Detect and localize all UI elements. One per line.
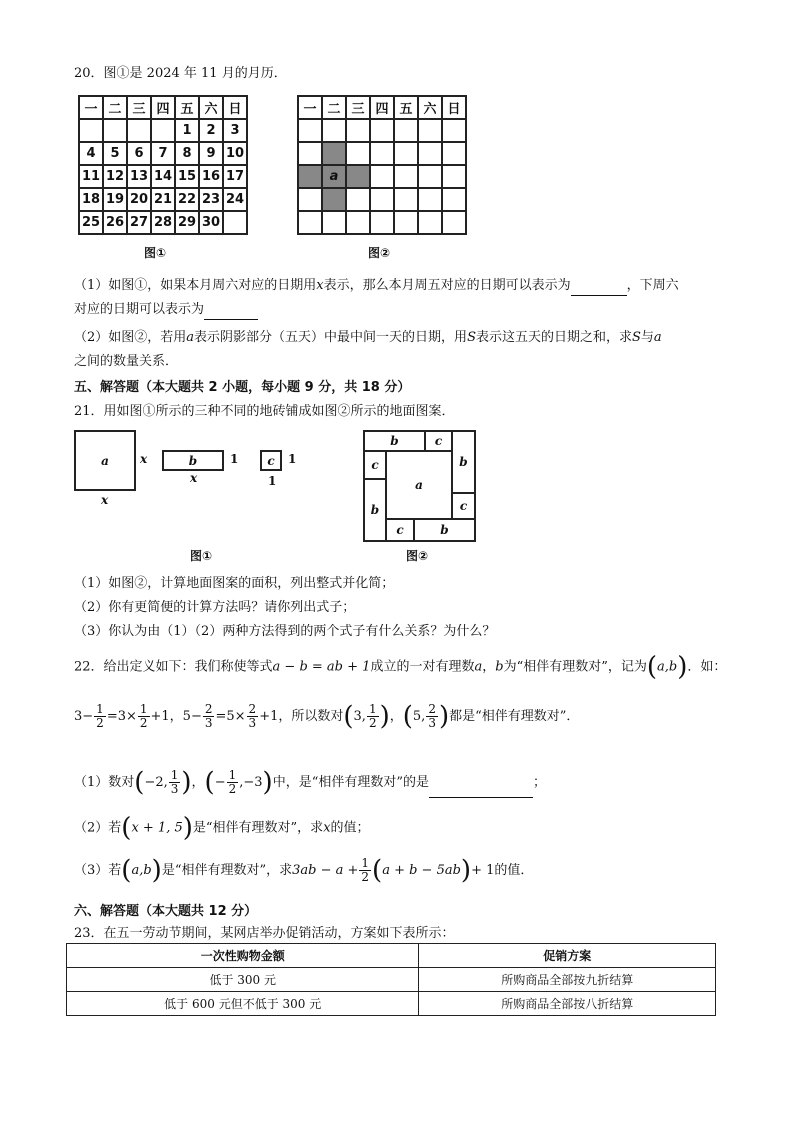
date-cell: 10	[223, 142, 247, 165]
floor-b-right: b	[451, 430, 476, 494]
calendar-week-row	[79, 188, 247, 211]
date-cell: 8	[175, 142, 199, 165]
date-cell: 7	[151, 142, 175, 165]
weekday-cell: 五	[394, 96, 418, 119]
floor-c-bottom: c	[385, 518, 415, 542]
tile-b: b	[162, 450, 224, 471]
date-cell	[79, 119, 103, 142]
date-cell: 1	[175, 119, 199, 142]
q20-title: 20．图①是 2024 年 11 月的月历．	[74, 66, 287, 81]
weekday-cell: 二	[103, 96, 127, 119]
section-6-title: 六、解答题（本大题共 12 分）	[74, 904, 258, 919]
tile-c: c	[260, 450, 282, 471]
calendar-week-row	[79, 142, 247, 165]
grid-row	[298, 188, 466, 211]
shaded-center-cell: a	[322, 165, 346, 188]
weekday-cell: 六	[418, 96, 442, 119]
grid-row	[298, 142, 466, 165]
weekday-cell: 二	[322, 96, 346, 119]
floor-b-top: b	[363, 430, 426, 452]
date-cell: 12	[103, 165, 127, 188]
table-cell: 所购商品全部按八折结算	[419, 992, 716, 1016]
table-cell: 低于 600 元但不低于 300 元	[67, 992, 419, 1016]
date-cell: 16	[199, 165, 223, 188]
table-header: 一次性购物金额	[67, 944, 419, 968]
weekday-cell: 三	[127, 96, 151, 119]
calendar-week-row	[79, 211, 247, 234]
date-cell: 11	[79, 165, 103, 188]
tile-a: a	[74, 430, 136, 491]
date-cell: 17	[223, 165, 247, 188]
q20-part1-line1: （1）如图①，如果本月周六对应的日期用x表示，那么本月周五对应的日期可以表示为 ，下周六	[74, 276, 679, 296]
date-cell: 30	[199, 211, 223, 234]
answer-blank[interactable]	[204, 305, 258, 320]
tile-c-side-label: 1	[288, 452, 297, 466]
shaded-cell	[322, 142, 346, 165]
q21-figure-1-caption: 图①	[190, 549, 213, 563]
table-row	[67, 968, 716, 992]
tile-b-bottom-label: x	[190, 471, 198, 485]
calendar-week-row	[79, 119, 247, 142]
q22-definition: 22．给出定义如下：我们称使等式a − b = ab + 1成立的一对有理数a，b为“相伴有理数对”，记为(a,b)．如：	[74, 652, 727, 682]
definition-equation: a − b = ab + 1	[272, 659, 371, 675]
date-cell: 9	[199, 142, 223, 165]
date-cell	[127, 119, 151, 142]
table-header-row	[67, 944, 716, 968]
date-cell: 15	[175, 165, 199, 188]
date-cell	[223, 211, 247, 234]
table-cell: 所购商品全部按九折结算	[419, 968, 716, 992]
calendar-figure-2	[297, 95, 467, 235]
date-cell: 5	[103, 142, 127, 165]
tile-b-side-label: 1	[230, 452, 239, 466]
answer-blank[interactable]	[571, 281, 627, 296]
answer-blank[interactable]	[429, 783, 533, 798]
q20-part2-line2: 之间的数量关系．	[74, 354, 179, 369]
q22-part3: （3）若(a,b)是“相伴有理数对”，求3ab − a + $\frac{1}{2}$ (a + b − 5ab)+ 1的值．	[74, 855, 534, 886]
date-cell: 20	[127, 188, 151, 211]
table-cell: 低于 300 元	[67, 968, 419, 992]
grid-row	[298, 165, 466, 188]
floor-b-bottom: b	[413, 518, 476, 542]
weekday-cell: 一	[79, 96, 103, 119]
shaded-cell	[322, 188, 346, 211]
date-cell: 29	[175, 211, 199, 234]
q22-part2: （2）若(x + 1, 5)是“相伴有理数对”，求x的值；	[74, 813, 370, 843]
floor-b-left: b	[363, 478, 387, 542]
date-cell: 22	[175, 188, 199, 211]
q21-part2: （2）你有更简便的计算方法吗？请你列出式子；	[74, 600, 356, 615]
tile-a-side-label: x	[140, 452, 148, 466]
weekday-cell: 四	[151, 96, 175, 119]
table-row	[67, 992, 716, 1016]
shaded-cell	[298, 165, 322, 188]
figure-2-caption: 图②	[368, 246, 391, 260]
date-cell: 28	[151, 211, 175, 234]
weekday-cell: 日	[223, 96, 247, 119]
floor-c-left: c	[363, 450, 387, 480]
date-cell: 24	[223, 188, 247, 211]
date-cell	[151, 119, 175, 142]
shaded-cell	[346, 165, 370, 188]
date-cell: 4	[79, 142, 103, 165]
floor-c-top: c	[424, 430, 453, 452]
q23-title: 23．在五一劳动节期间，某网店举办促销活动，方案如下表所示：	[74, 926, 455, 941]
figure-1-caption: 图①	[144, 246, 167, 260]
q22-part1: （1）数对(−2, $\frac{1}{3}$ )，(− $\frac{1}{2}$ ,−3)中，是“相伴有理数对”的是 ；	[74, 767, 547, 798]
date-cell: 21	[151, 188, 175, 211]
weekday-cell: 一	[298, 96, 322, 119]
date-cell: 27	[127, 211, 151, 234]
date-cell: 3	[223, 119, 247, 142]
calendar-weekday-row	[79, 96, 247, 119]
date-cell: 18	[79, 188, 103, 211]
tile-c-bottom-label: 1	[268, 474, 277, 488]
calendar-weekday-row	[298, 96, 466, 119]
date-cell: 23	[199, 188, 223, 211]
grid-row	[298, 211, 466, 234]
q21-figure-2-caption: 图②	[406, 549, 429, 563]
section-5-title: 五、解答题（本大题共 2 小题，每小题 9 分，共 18 分）	[74, 380, 411, 395]
q21-title: 21．用如图①所示的三种不同的地砖铺成如图②所示的地面图案．	[74, 404, 455, 419]
calendar-figure-1	[78, 95, 248, 235]
q22-examples: 3− $\frac{1}{2}$ =3× $\frac{1}{2}$ +1，5− $\frac{2}{3}$ =5× $\frac{2}{3}$ +1，所以数对(3, $\frac{1}{2}$ )，(5, $\frac{2}{3}$ )都是“相伴有理数对”．	[74, 701, 580, 732]
floor-c-right: c	[451, 492, 476, 520]
q21-part1: （1）如图②，计算地面图案的面积，列出整式并化简；	[74, 576, 395, 591]
floor-a-center: a	[385, 450, 453, 520]
date-cell	[103, 119, 127, 142]
tile-a-bottom-label: x	[101, 493, 109, 507]
weekday-cell: 四	[370, 96, 394, 119]
table-header: 促销方案	[419, 944, 716, 968]
q20-part2-line1: （2）如图②，若用a表示阴影部分（五天）中最中间一天的日期，用S表示这五天的日期之和，求S与a	[74, 330, 662, 345]
weekday-cell: 六	[199, 96, 223, 119]
date-cell: 19	[103, 188, 127, 211]
date-cell: 6	[127, 142, 151, 165]
weekday-cell: 三	[346, 96, 370, 119]
q21-part3: （3）你认为由（1）（2）两种方法得到的两个式子有什么关系？为什么？	[74, 624, 496, 639]
promotion-table	[66, 943, 716, 1016]
calendar-week-row	[79, 165, 247, 188]
date-cell: 13	[127, 165, 151, 188]
weekday-cell: 日	[442, 96, 466, 119]
grid-row	[298, 119, 466, 142]
date-cell: 25	[79, 211, 103, 234]
q20-part1-line2: 对应的日期可以表示为	[74, 300, 258, 320]
weekday-cell: 五	[175, 96, 199, 119]
date-cell: 14	[151, 165, 175, 188]
date-cell: 2	[199, 119, 223, 142]
date-cell: 26	[103, 211, 127, 234]
